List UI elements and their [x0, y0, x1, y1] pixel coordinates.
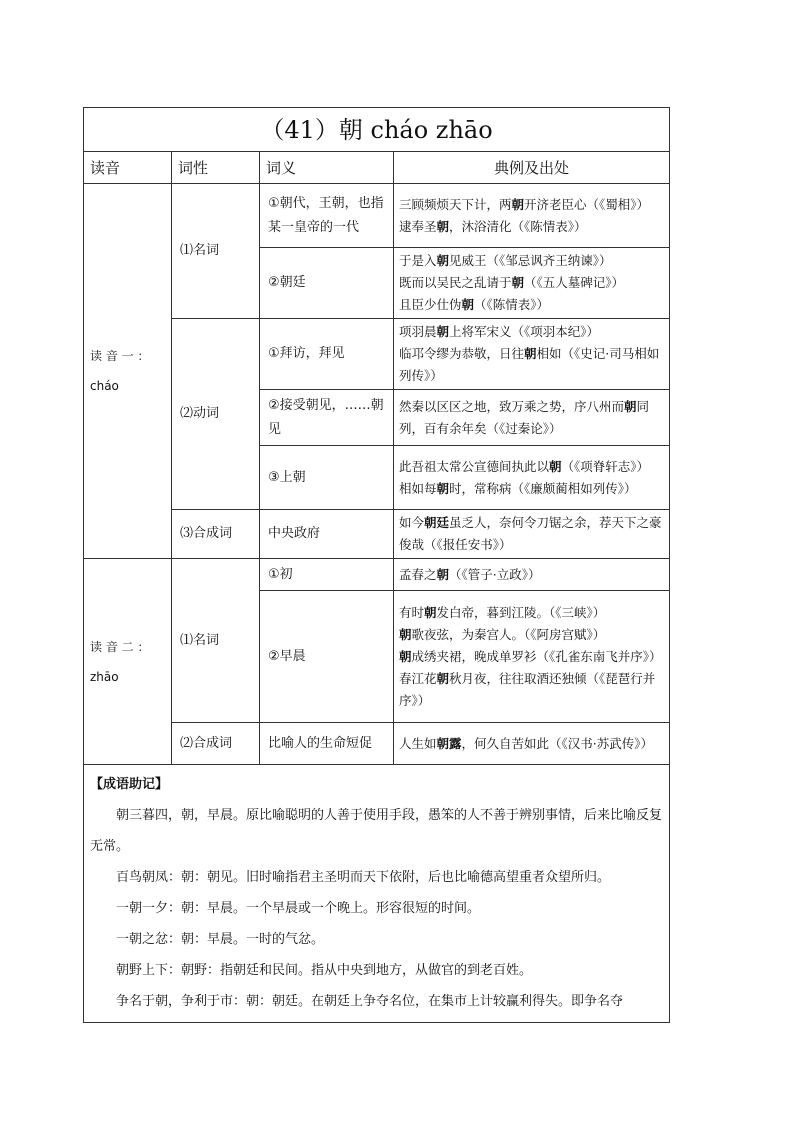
table-row: [84, 559, 670, 591]
target-word: 朝: [436, 253, 450, 268]
example-text: 上将军宋义（《项羽本纪》）: [449, 324, 600, 339]
table-row: [84, 510, 670, 559]
example-text: 开济老臣心（《蜀相》）: [524, 196, 650, 212]
pos-noun-2: ⑴名词: [172, 559, 260, 723]
header-meaning: 词义: [260, 152, 394, 184]
idiom-entry: 朝野上下：朝野：指朝廷和民间。指从中央到地方，从做官的到老百姓。: [116, 963, 533, 978]
example-line: [399, 668, 665, 712]
example-text: 既而以吴民之乱请于: [399, 275, 512, 290]
example-text: 发白帝，暮到江陵。（《三峡》）: [436, 604, 606, 620]
example-line: [399, 250, 665, 272]
header-pos: 词性: [172, 152, 260, 184]
example-text: 同列，百有余年矣（《过秦论》）: [399, 398, 650, 436]
example-text: 有时: [399, 604, 425, 620]
meaning-beginning: ①初: [260, 559, 394, 591]
target-word: 朝: [424, 604, 437, 620]
target-word: 朝: [436, 324, 450, 339]
header-reading: 读音: [84, 152, 172, 184]
pos-noun: ⑴名词: [172, 184, 260, 319]
example-text: 春江花: [399, 670, 437, 686]
example-line: [399, 512, 665, 556]
meaning-receive-audience: ②接受朝见，……朝见: [260, 390, 394, 446]
table-row: [84, 184, 670, 248]
word-table: [83, 107, 670, 1023]
target-word: 朝: [511, 196, 525, 212]
example-text: （《项脊轩志》）: [561, 458, 650, 474]
example-text: 如今: [399, 515, 425, 530]
idiom-entry: 一朝之忿：朝：早晨。一时的气忿。: [116, 932, 325, 947]
target-word: 朝: [436, 670, 450, 686]
example-text: （《五人墓碑记》）: [524, 275, 625, 290]
table-row: [84, 319, 670, 390]
target-word: 朝: [624, 398, 637, 414]
idiom-entry: 一朝一夕：朝：早晨。一个早晨或一个晚上。形容很短的时间。: [116, 901, 481, 916]
example-line: [399, 564, 665, 586]
meaning-dynasty: ①朝代，王朝，也指某一皇帝的一代: [260, 184, 394, 248]
example-line: [399, 321, 665, 343]
pos-compound-2: ⑵合成词: [172, 723, 260, 765]
page-title: （41）朝 cháo zhāo: [84, 108, 670, 152]
examples-visit: [394, 319, 670, 390]
meaning-morning: ②早晨: [260, 591, 394, 723]
examples-morning: [394, 591, 670, 723]
header-examples: 典例及出处: [394, 152, 670, 184]
reading-two-label: 读 音 二 ：: [90, 639, 150, 654]
target-word: 朝: [549, 458, 562, 474]
example-line: [399, 478, 665, 500]
example-text: 三顾频烦天下计，两: [399, 196, 512, 212]
reading-one-label: 读 音 一 ：: [90, 349, 150, 363]
example-text: 此吾祖太常公宣德间执此以: [399, 458, 550, 474]
target-word: 朝: [399, 626, 412, 642]
meaning-central-gov: 中央政府: [260, 510, 394, 559]
example-line: [399, 602, 665, 624]
pos-compound: ⑶合成词: [172, 510, 260, 559]
target-word: 朝: [436, 218, 450, 234]
example-text: 项羽晨: [399, 324, 437, 339]
example-line: [399, 733, 665, 755]
target-word: 朝: [461, 297, 475, 312]
example-text: 时，常称病（《廉颇蔺相如列传》）: [449, 480, 637, 496]
example-text: 孟春之: [399, 566, 437, 582]
example-line: [399, 456, 665, 478]
examples-central-gov: [394, 510, 670, 559]
idiom-entry: 争名于朝，争利于市：朝：朝廷。在朝廷上争夺名位，在集市上计较赢利得失。即争名夺: [116, 994, 624, 1009]
meaning-attend-court: ③上朝: [260, 446, 394, 510]
meaning-short-life: 比喻人的生命短促: [260, 723, 394, 765]
target-word: 朝: [511, 275, 525, 290]
example-line: [399, 294, 665, 316]
idiom-section: [84, 765, 670, 1023]
meaning-visit: ①拜访，拜见: [260, 319, 394, 390]
examples-beginning: [394, 559, 670, 591]
example-text: 见威王（《邹忌讽齐王纳谏》）: [449, 253, 612, 268]
example-text: 于是入: [399, 253, 437, 268]
target-word: 朝: [436, 480, 450, 496]
meaning-court: ②朝廷: [260, 248, 394, 319]
example-line: [399, 272, 665, 294]
example-text: 秋月夜，往往取酒还独倾（《琵琶行并序》）: [399, 670, 656, 708]
idiom-entry: 百鸟朝凤：朝：朝见。旧时喻指君主圣明而天下依附，后也比喻德高望重者众望所归。: [116, 870, 611, 885]
example-line: [399, 343, 665, 387]
example-text: （《管子·立政》）: [449, 566, 541, 582]
reading-two-pinyin: zhāo: [90, 669, 119, 684]
example-text: 成绣夹裙，晚成单罗衫（《孔雀东南飞并序》）: [411, 648, 662, 664]
example-text: 然秦以区区之地，致万乘之势，序八州而: [399, 398, 625, 414]
table-row: [84, 723, 670, 765]
examples-attend-court: [394, 446, 670, 510]
idiom-heading: 【成语助记】: [90, 777, 169, 792]
example-line: [399, 396, 665, 440]
pos-verb: ⑵动词: [172, 319, 260, 510]
example-text: 虽乏人，奈何令刀锯之余，荐天下之豪俊哉（《报任安书》）: [399, 515, 662, 552]
example-line: [399, 624, 665, 646]
examples-dynasty: [394, 184, 670, 248]
example-text: ，沐浴清化（《陈情表》）: [449, 218, 587, 234]
target-word: 朝: [399, 648, 412, 664]
example-text: 人生如: [399, 735, 437, 751]
example-line: [399, 194, 665, 216]
target-word: 朝: [436, 566, 450, 582]
example-text: 歌夜弦，为秦宫人。（《阿房宫赋》）: [411, 626, 606, 642]
reading-one-cell: [84, 184, 172, 559]
example-line: [399, 646, 665, 668]
examples-receive-audience: [394, 390, 670, 446]
example-text: （《陈情表》）: [474, 297, 550, 312]
table-header: [84, 152, 670, 184]
example-text: 相如每: [399, 480, 437, 496]
reading-one-pinyin: cháo: [90, 379, 119, 393]
target-word: 朝廷: [424, 515, 450, 530]
example-text: 逮奉圣: [399, 218, 437, 234]
idiom-entry: 朝三暮四，朝，早晨。原比喻聪明的人善于使用手段，愚笨的人不善于辨别事情，后来比喻反复无常。: [90, 808, 663, 854]
example-text: 相如（《史记·司马相如列传》）: [399, 346, 660, 383]
examples-court: [394, 248, 670, 319]
glossary-sheet: [83, 107, 669, 1023]
example-text: ，何久自苦如此（《汉书·苏武传》）: [461, 735, 654, 751]
examples-short-life: [394, 723, 670, 765]
target-word: 朝: [524, 346, 537, 361]
example-text: 临邛令缪为恭敬，日往: [399, 346, 525, 361]
reading-two-cell: [84, 559, 172, 765]
example-text: 且臣少仕伪: [399, 297, 462, 312]
target-word: 朝露: [436, 735, 462, 751]
idiom-list: [90, 800, 663, 1017]
example-line: [399, 216, 665, 238]
